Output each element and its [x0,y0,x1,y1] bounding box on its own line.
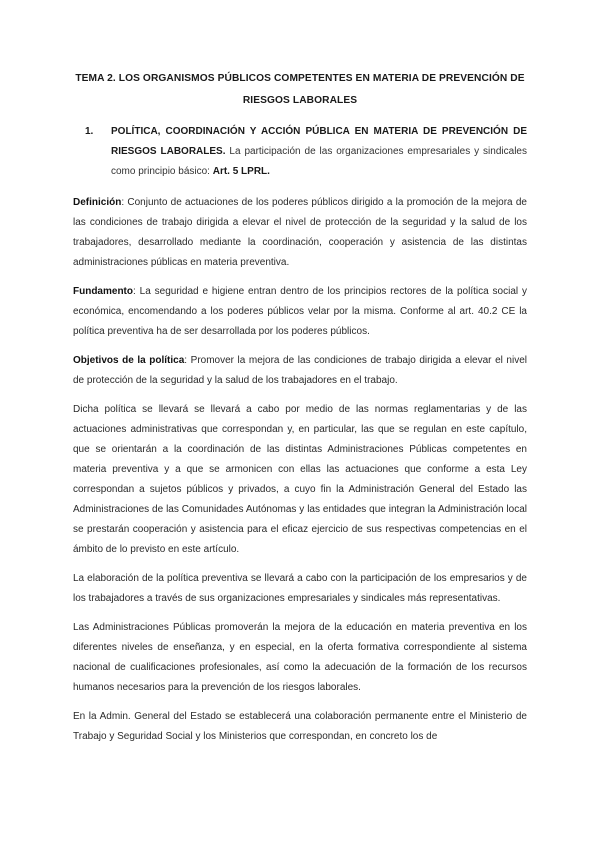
paragraph-educacion: Las Administraciones Públicas promoverán la mejora de la educación en materia preventiva en los diferentes niveles de enseñanza, y en especial, en la oferta formativa correspondiente al sistema nacional de cualificaciones profesionales, así como la adecuación de la formación de los recursos humanos necesarios para la prevención de los riesgos laborales. [73,622,527,693]
paragraph-colaboracion: En la Admin. General del Estado se establecerá una colaboración permanente entre el Ministerio de Trabajo y Seguridad Social y los Ministerios que correspondan, en concreto los de [73,711,527,742]
paragraph-elaboracion: La elaboración de la política preventiva se llevará a cabo con la participación de los empresarios y de los trabajadores a través de sus organizaciones empresariales y sindicales más representativas. [73,573,527,604]
section-text: La participación de las organizaciones empresariales y sindicales como principio básico: [111,146,527,177]
section-content [111,122,527,182]
body-paragraphs [73,193,527,747]
paragraph-definicion [73,193,527,273]
objetivos-label: Objetivos de la política [73,355,185,366]
definicion-label: Definición [73,197,122,208]
objetivos-text: : Promover la mejora de las condiciones de trabajo dirigida a elevar el nivel de protección de la seguridad y la salud de los trabajadores en el trabajo. [73,355,527,386]
definicion-text: : Conjunto de actuaciones de los poderes públicos dirigido a la promoción de la mejora de las condiciones de trabajo dirigida a elevar el nivel de protección de la seguridad y la salud de los trabajadores, desarrollado mediante la coordinación, cooperación y asistencia de las distintas administraciones públicas en materia preventiva. [73,197,527,268]
paragraph-fundamento [73,282,527,342]
fundamento-label: Fundamento [73,286,133,297]
title-line-1: TEMA 2. LOS ORGANISMOS PÚBLICOS COMPETENTES EN MATERIA DE PREVENCIÓN DE [75,73,525,84]
section-heading: POLÍTICA, COORDINACIÓN Y ACCIÓN PÚBLICA EN MATERIA DE PREVENCIÓN DE RIESGOS LABORALES. [111,126,527,157]
title-line-2: RIESGOS LABORALES [242,95,358,106]
document-title [73,68,527,112]
fundamento-text: : La seguridad e higiene entran dentro de los principios rectores de la política social y económica, encomendando a los poderes públicos velar por la misma. Conforme al art. 40.2 CE la política preventiva ha de ser desarrollada por los poderes públicos. [73,286,527,337]
section-1 [73,122,527,182]
paragraph-objetivos [73,351,527,391]
section-reference: Art. 5 LPRL. [212,166,270,177]
paragraph-politica-normas: Dicha política se llevará se llevará a cabo por medio de las normas reglamentarias y de las actuaciones administrativas que correspondan y, en particular, las que se regulan en este capítulo, que se orientarán a la coordinación de las distintas Administraciones Públicas competentes en materia preventiva y a que se armonicen con ellas las actuaciones que conforme a esta Ley correspondan a sujetos públicos y privados, a cuyo fin la Administración General del Estado las Administraciones de las Comunidades Autónomas y las entidades que integran la Administración local se prestarán cooperación y asistencia para el eficaz ejercicio de sus respectivas competencias en el ámbito de lo previsto en este artículo. [73,404,527,555]
section-number: 1. [85,126,94,137]
